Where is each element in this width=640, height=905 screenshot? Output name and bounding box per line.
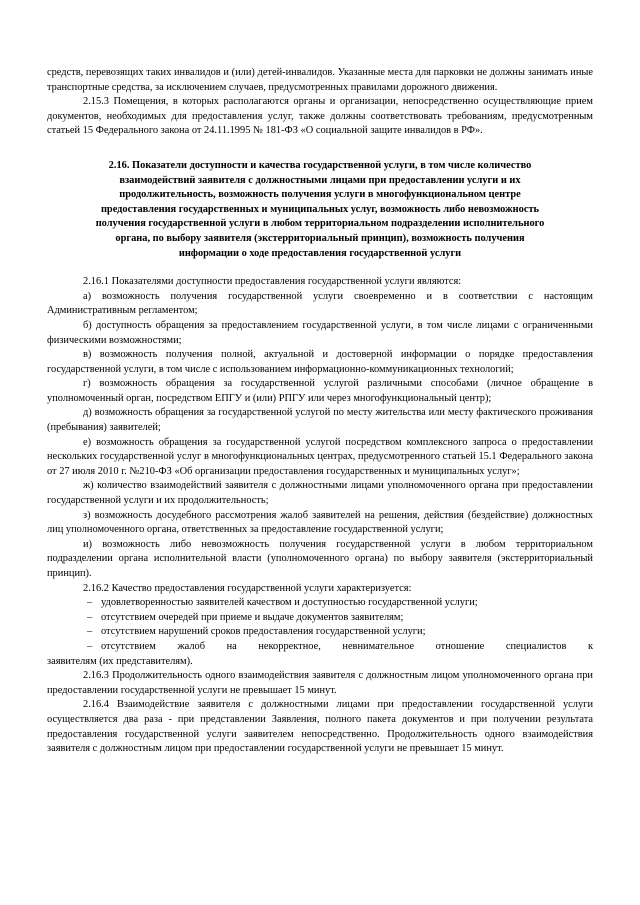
- dash-item-text: отсутствием жалоб на некорректное, невнимательное отношение специалистов к: [101, 640, 593, 652]
- heading-line: взаимодействий заявителя с должностными лицами при предоставлении услуги и их: [119, 174, 521, 186]
- list-item-z: з) возможность досудебного рассмотрения жалоб заявителей на решения, действия (бездействие) должностных лиц уполномоченного органа, ответственных за предоставление государственной услуги;: [47, 509, 593, 536]
- list-item-b: б) доступность обращения за предоставлением государственной услуги, в том числе лицами с ограниченными физическими возможностями;: [47, 319, 593, 346]
- dash-item-text: удовлетворенностью заявителей качеством и доступностью государственной услуги;: [101, 597, 478, 609]
- dash-marker: –: [87, 626, 93, 638]
- list-item-e: е) возможность обращения за государственной услугой посредством комплексного запроса о предоставлении нескольких государственной услуг в многофункциональных центрах, предусмотренного статьей 15.1 Федерального закона от 27 июля 2010 г. №210-ФЗ «Об организации предоставления государственных и муниципальных услуг»;: [47, 436, 593, 477]
- section-heading-2-16: [51, 159, 589, 261]
- heading-line: информации о ходе предоставления государственной услуги: [178, 247, 462, 259]
- paragraph-2-16-4: 2.16.4 Взаимодействие заявителя с должностными лицами при предоставлении государственной услуги осуществляется два раза - при представлении Заявления, полного пакета документов и при получении результата предоставления государственной услуги заявителем непосредственно. Продолжительность одного взаимодействия заявителя с должностным лицом при предоставлении государственной услуги не превышает 15 минут.: [47, 699, 593, 755]
- paragraph-intro: средств, перевозящих таких инвалидов и (или) детей-инвалидов. Указанные места для парковки не должны занимать иные транспортные средства, за исключением случаев, предусмотренных правилами дорожного движения.: [47, 67, 593, 93]
- list-item-i: и) возможность либо невозможность получения государственной услуги в любом территориальном подразделении органа исполнительной власти (уполномоченного органа) по выбору заявителя (экстерриториальный принцип).: [47, 538, 593, 579]
- heading-line: органа, по выбору заявителя (экстерриториальный принцип), возможность получения: [115, 232, 525, 244]
- dash-marker: –: [87, 597, 93, 609]
- heading-line: 2.16. Показатели доступности и качества государственной услуги, в том числе количество: [108, 159, 532, 171]
- paragraph-2-15-3: 2.15.3 Помещения, в которых располагаются органы и организации, непосредственно осуществляющие прием документов, необходимых для предоставления услуг, также должны соответствовать требованиям, предусмотренным статьей 15 Федерального закона от 24.11.1995 № 181-ФЗ «О социальной защите инвалидов в РФ».: [47, 96, 593, 137]
- dash-list-item: [47, 640, 593, 655]
- dash-list-item: [47, 625, 593, 640]
- heading-line: получения государственной услуги в любом территориальном подразделении исполнительного: [95, 218, 545, 230]
- paragraph-2-16-1: 2.16.1 Показателями доступности предоставления государственной услуги являются:: [83, 276, 462, 288]
- dash-item-text: отсутствием нарушений сроков предоставления государственной услуги;: [101, 626, 426, 638]
- dash-marker: –: [87, 611, 93, 623]
- list-item-g: г) возможность обращения за государственной услугой различными способами (личное обращение в уполномоченный орган, посредством ЕПГУ и (или) РПГУ или через многофункциональный центр);: [47, 378, 593, 404]
- dash-list-item: [47, 611, 593, 626]
- list-item-a: а) возможность получения государственной услуги своевременно и в соответствии с настоящим Административным регламентом;: [47, 290, 593, 317]
- paragraph-2-16-2: 2.16.2 Качество предоставления государственной услуги характеризуется:: [83, 582, 412, 594]
- paragraph-2-16-3: 2.16.3 Продолжительность одного взаимодействия заявителя с должностным лицом уполномоченного органа при предоставлении государственной услуги не превышает 15 минут.: [47, 670, 593, 696]
- dash-marker: –: [87, 640, 93, 652]
- list-item-d: д) возможность обращения за государственной услугой по месту жительства или месту фактического проживания (пребывания) заявителей;: [47, 407, 593, 434]
- list-item-zh: ж) количество взаимодействий заявителя с должностными лицами уполномоченного органа при предоставлении государственной услуги и их продолжительность;: [47, 480, 593, 507]
- dash-item-text: отсутствием очередей при приеме и выдаче документов заявителям;: [101, 611, 404, 623]
- dash-list-item: [47, 596, 593, 611]
- list-item-v: в) возможность получения полной, актуальной и достоверной информации о порядке предоставления государственной услуги, в том числе с использованием информационно-коммуникационных технологий;: [47, 349, 593, 375]
- heading-line: предоставления государственных и муниципальных услуг, возможность либо невозможность: [100, 203, 540, 215]
- heading-line: продолжительность, возможность получения услуги в многофункциональном центре: [119, 189, 521, 201]
- dash-item-continuation: заявителям (их представителям).: [47, 655, 193, 667]
